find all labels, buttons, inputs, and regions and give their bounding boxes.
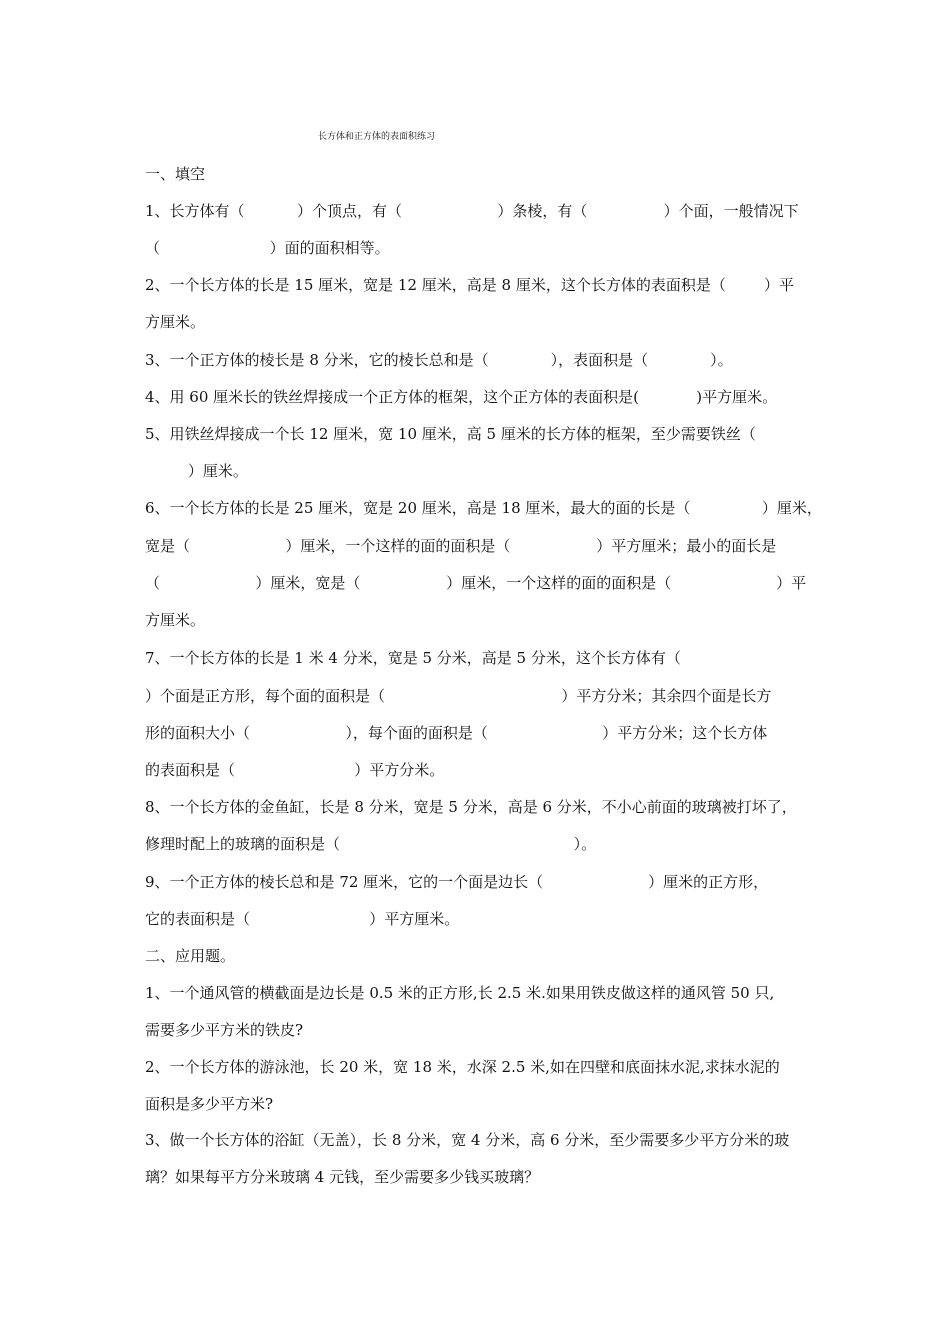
question-5-line-1: 5、用铁丝焊接成一个长 12 厘米，宽 10 厘米，高 5 厘米的长方体的框架，至少需要铁丝（: [145, 425, 756, 443]
question-6-line-1: 6、一个长方体的长是 25 厘米，宽是 20 厘米，高是 18 厘米，最大的面的长是（ ）厘米，: [145, 499, 822, 517]
question-2-line-2: 方厘米。: [145, 313, 206, 331]
question-7-line-3: 形的面积大小（ ），每个面的面积是（ ）平方分米；这个长方体: [145, 724, 768, 742]
question-1-line-2: （ ）面的面积相等。: [145, 239, 390, 257]
question-6-line-2: 宽是（ ）厘米，一个这样的面的面积是（ ）平方厘米；最小的面长是: [145, 537, 777, 555]
application-3-line-2: 璃？如果每平方分米玻璃 4 元钱，至少需要多少钱买玻璃？: [145, 1168, 540, 1186]
question-4-line-1: 4、用 60 厘米长的铁丝焊接成一个正方体的框架，这个正方体的表面积是( )平方厘米。: [145, 388, 778, 406]
question-5-line-2: ）厘米。: [145, 462, 248, 480]
question-9-line-2: 它的表面积是（ ）平方厘米。: [145, 910, 460, 928]
question-6-line-3: （ ）厘米，宽是（ ）厘米，一个这样的面的面积是（ ）平: [145, 574, 807, 592]
question-7-line-1: 7、一个长方体的长是 1 米 4 分米，宽是 5 分米，高是 5 分米，这个长方体有（: [145, 649, 681, 667]
application-3-line-1: 3、做一个长方体的浴缸（无盖），长 8 分米，宽 4 分米，高 6 分米，至少需要多少平方分米的玻: [145, 1131, 790, 1149]
question-7-line-2: ）个面是正方形，每个面的面积是（ ）平方分米；其余四个面是长方: [145, 687, 772, 705]
question-1-line-1: 1、长方体有（ ）个顶点，有（ ）条棱，有（ ）个面，一般情况下: [145, 202, 799, 220]
question-7-line-4: 的表面积是（ ）平方分米。: [145, 761, 445, 779]
page-title: 长方体和正方体的表面积练习: [318, 132, 436, 142]
application-1-line-2: 需要多少平方米的铁皮?: [145, 1021, 304, 1039]
question-3-line-1: 3、一个正方体的棱长是 8 分米，它的棱长总和是（ ），表面积是（ ）。: [145, 351, 733, 369]
question-2-line-1: 2、一个长方体的长是 15 厘米，宽是 12 厘米，高是 8 厘米，这个长方体的表面积是（ ）平: [145, 276, 795, 294]
application-2-line-1: 2、一个长方体的游泳池，长 20 米，宽 18 米，水深 2.5 米,如在四壁和底面抹水泥,求抹水泥的: [145, 1058, 780, 1076]
section-heading-application: 二、应用题。: [145, 947, 236, 965]
application-2-line-2: 面积是多少平方米?: [145, 1095, 274, 1113]
section-heading-fill-in: 一、填空: [145, 165, 206, 183]
question-6-line-4: 方厘米。: [145, 611, 206, 629]
question-8-line-1: 8、一个长方体的金鱼缸，长是 8 分米，宽是 5 分米，高是 6 分米，不小心前面的玻璃被打坏了，: [145, 798, 797, 816]
question-9-line-1: 9、一个正方体的棱长总和是 72 厘米，它的一个面是边长（ ）厘米的正方形，: [145, 873, 769, 891]
application-1-line-1: 1、一个通风管的横截面是边长是 0.5 米的正方形,长 2.5 米.如果用铁皮做这样的通风管 50 只,: [145, 984, 775, 1002]
question-8-line-2: 修理时配上的玻璃的面积是（ ）。: [145, 835, 597, 853]
